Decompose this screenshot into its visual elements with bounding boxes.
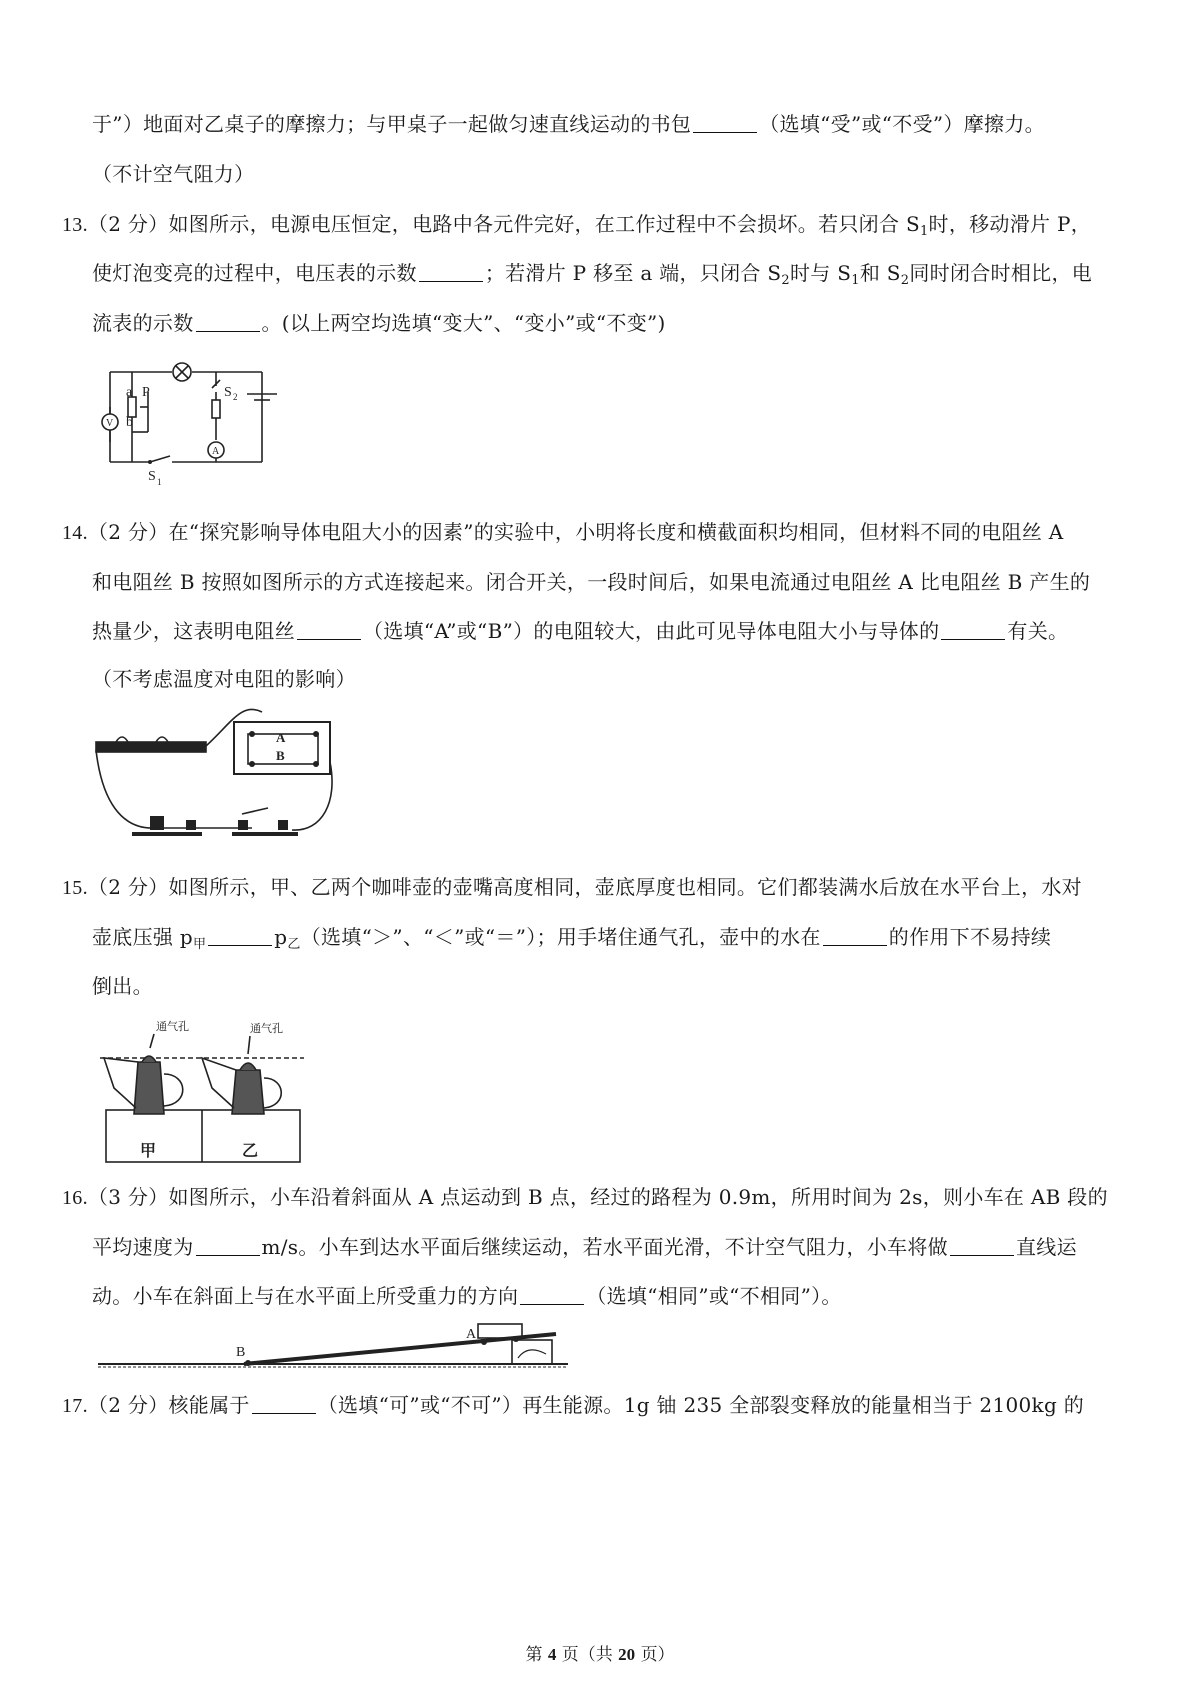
terminal bbox=[249, 731, 255, 737]
q16-line-2 bbox=[92, 1233, 1077, 1261]
q14-line-1 bbox=[62, 518, 1064, 547]
subscript: 乙 bbox=[287, 937, 301, 952]
q17-text: （2 分）核能属于 bbox=[87, 1393, 250, 1417]
switch-contact bbox=[148, 460, 152, 464]
label-wire-b: B bbox=[276, 748, 285, 763]
q12-note: （不计空气阻力） bbox=[92, 162, 255, 186]
terminal bbox=[313, 761, 319, 767]
question-number: 13. bbox=[62, 214, 88, 236]
q16-text: 平均速度为 bbox=[92, 1235, 194, 1259]
bulb-holder bbox=[150, 816, 164, 830]
point-b bbox=[245, 1360, 251, 1366]
incline-figure bbox=[98, 1314, 578, 1372]
q13-text: 和 S bbox=[859, 261, 901, 285]
q13-text: ；若滑片 P 移至 a 端，只闭合 S bbox=[484, 261, 782, 285]
q12-text: 于”）地面对乙桌子的摩擦力；与甲桌子一起做匀速直线运动的书包 bbox=[92, 112, 692, 136]
terminal-post bbox=[278, 820, 288, 830]
q13-text: 时与 S bbox=[789, 261, 852, 285]
label-s1: S bbox=[148, 469, 156, 484]
q15-text: 壶底压强 p bbox=[92, 925, 193, 949]
label-b: b bbox=[126, 415, 133, 430]
q16-unit: m/s bbox=[261, 1235, 299, 1259]
q16-text: 动。小车在斜面上与在水平面上所受重力的方向 bbox=[92, 1284, 519, 1308]
question-number: 14. bbox=[62, 522, 88, 544]
answer-blank[interactable] bbox=[297, 621, 361, 640]
answer-blank[interactable] bbox=[693, 114, 757, 133]
q15-line-3 bbox=[92, 972, 153, 1000]
q17-text: （选填“可”或“不可”）再生能源。1g 铀 235 全部裂变释放的能量相当于 2100kg 的 bbox=[317, 1393, 1085, 1417]
subscript: 2 bbox=[233, 392, 238, 402]
q15-line-2 bbox=[92, 923, 1051, 959]
answer-blank[interactable] bbox=[196, 1237, 260, 1256]
label-s2: S bbox=[224, 385, 232, 400]
ammeter-icon: A bbox=[212, 446, 220, 457]
total-pages: 20 bbox=[618, 1645, 636, 1664]
label-pot-jia: 甲 bbox=[140, 1143, 157, 1160]
label-pot-yi: 乙 bbox=[242, 1143, 259, 1160]
subscript: 甲 bbox=[192, 937, 207, 952]
q15-text: p bbox=[274, 925, 288, 949]
vent-hole-label: 通气孔 bbox=[156, 1021, 189, 1033]
page-footer bbox=[0, 1640, 1200, 1665]
q16-text: 直线运 bbox=[1015, 1235, 1077, 1259]
subscript: 1 bbox=[157, 477, 162, 487]
q13-text: 使灯泡变亮的过程中，电压表的示数 bbox=[92, 261, 417, 285]
label-b: B bbox=[236, 1345, 246, 1360]
circuit-diagram bbox=[92, 352, 282, 494]
subscript: 1 bbox=[851, 273, 860, 288]
q14-line-3 bbox=[92, 617, 1068, 645]
q14-text: 和电阻丝 B 按照如图所示的方式连接起来。闭合开关，一段时间后，如果电流通过电阻丝 A 比电阻丝 B 产生的 bbox=[92, 570, 1091, 594]
question-number: 16. bbox=[62, 1187, 88, 1209]
footer-text: 页） bbox=[640, 1645, 675, 1665]
q14-note: （不考虑温度对电阻的影响） bbox=[92, 667, 356, 691]
q12-line-1 bbox=[92, 110, 1045, 138]
point-a bbox=[480, 1339, 484, 1343]
q14-line-4 bbox=[92, 665, 356, 693]
footer-text: 第 bbox=[525, 1645, 543, 1665]
answer-blank[interactable] bbox=[950, 1237, 1014, 1256]
q13-text: （2 分）如图所示，电源电压恒定，电路中各元件完好，在工作过程中不会损坏。若只闭合 S bbox=[87, 212, 920, 236]
q13-line-2 bbox=[92, 259, 1092, 295]
resistance-wire-apparatus bbox=[92, 702, 334, 844]
q12-text: （选填“受”或“不受”）摩擦力。 bbox=[759, 112, 1045, 136]
vent-hole-label: 通气孔 bbox=[250, 1023, 283, 1035]
terminal bbox=[313, 731, 319, 737]
question-number: 15. bbox=[62, 877, 88, 899]
answer-blank[interactable] bbox=[823, 927, 887, 946]
terminal-post bbox=[186, 820, 196, 830]
q15-line-1 bbox=[62, 873, 1082, 902]
q16-line-1 bbox=[62, 1183, 1108, 1212]
q14-line-2 bbox=[92, 568, 1090, 596]
subscript: 2 bbox=[900, 273, 910, 288]
q13-line-1 bbox=[62, 210, 1091, 246]
q16-text: 。小车到达水平面后继续运动，若水平面光滑，不计空气阻力，小车将做 bbox=[298, 1235, 948, 1259]
q13-line-3 bbox=[92, 309, 666, 337]
label-wire-a: A bbox=[276, 730, 286, 745]
answer-blank[interactable] bbox=[252, 1395, 316, 1414]
q13-text: 同时闭合时相比，电 bbox=[909, 261, 1093, 285]
answer-blank[interactable] bbox=[196, 313, 260, 332]
q12-line-2 bbox=[92, 160, 254, 188]
q16-text: （选填“相同”或“不相同”）。 bbox=[586, 1284, 842, 1308]
question-number: 17. bbox=[62, 1395, 88, 1417]
q15-text: 的作用下不易持续 bbox=[888, 925, 1052, 949]
q13-text: 流表的示数 bbox=[92, 311, 194, 335]
voltmeter-icon: V bbox=[106, 418, 114, 429]
subscript: 2 bbox=[781, 273, 790, 288]
footer-text: 页（共 bbox=[561, 1645, 613, 1665]
subscript: 1 bbox=[919, 224, 929, 239]
terminal-post bbox=[238, 820, 248, 830]
label-a: A bbox=[466, 1327, 477, 1342]
q15-text: （2 分）如图所示，甲、乙两个咖啡壶的壶嘴高度相同，壶底厚度也相同。它们都装满水后放在水平台上，水对 bbox=[87, 875, 1082, 899]
q15-text: 倒出。 bbox=[92, 974, 153, 998]
q14-text: （选填“A”或“B”）的电阻较大，由此可见导体电阻大小与导体的 bbox=[363, 619, 940, 643]
terminal bbox=[249, 761, 255, 767]
q16-text: （3 分）如图所示，小车沿着斜面从 A 点运动到 B 点，经过的路程为 0.9m，所用时间为 2s，则小车在 AB 段的 bbox=[87, 1185, 1108, 1209]
answer-blank[interactable] bbox=[208, 927, 272, 946]
page-number: 4 bbox=[547, 1645, 557, 1664]
coffee-pots-figure bbox=[98, 1018, 310, 1164]
label-a: a bbox=[126, 385, 133, 400]
q16-line-3 bbox=[92, 1282, 842, 1310]
q13-text: 时，移动滑片 P， bbox=[928, 212, 1092, 236]
q14-text: （2 分）在“探究影响导体电阻大小的因素”的实验中，小明将长度和横截面积均相同，但材料不同的电阻丝 A bbox=[87, 520, 1064, 544]
q14-text: 热量少，这表明电阻丝 bbox=[92, 619, 295, 643]
q17-line-1 bbox=[62, 1391, 1084, 1420]
answer-blank[interactable] bbox=[520, 1286, 584, 1305]
label-p: P bbox=[142, 385, 150, 400]
cart-wheel bbox=[513, 1336, 519, 1342]
answer-blank[interactable] bbox=[941, 621, 1005, 640]
q14-text: 有关。 bbox=[1007, 619, 1069, 643]
answer-blank[interactable] bbox=[419, 263, 483, 282]
q13-text: 。(以上两空均选填“变大”、“变小”或“不变”) bbox=[261, 311, 666, 335]
q15-text: （选填“＞”、“＜”或“＝”）；用手堵住通气孔，壶中的水在 bbox=[300, 925, 821, 949]
